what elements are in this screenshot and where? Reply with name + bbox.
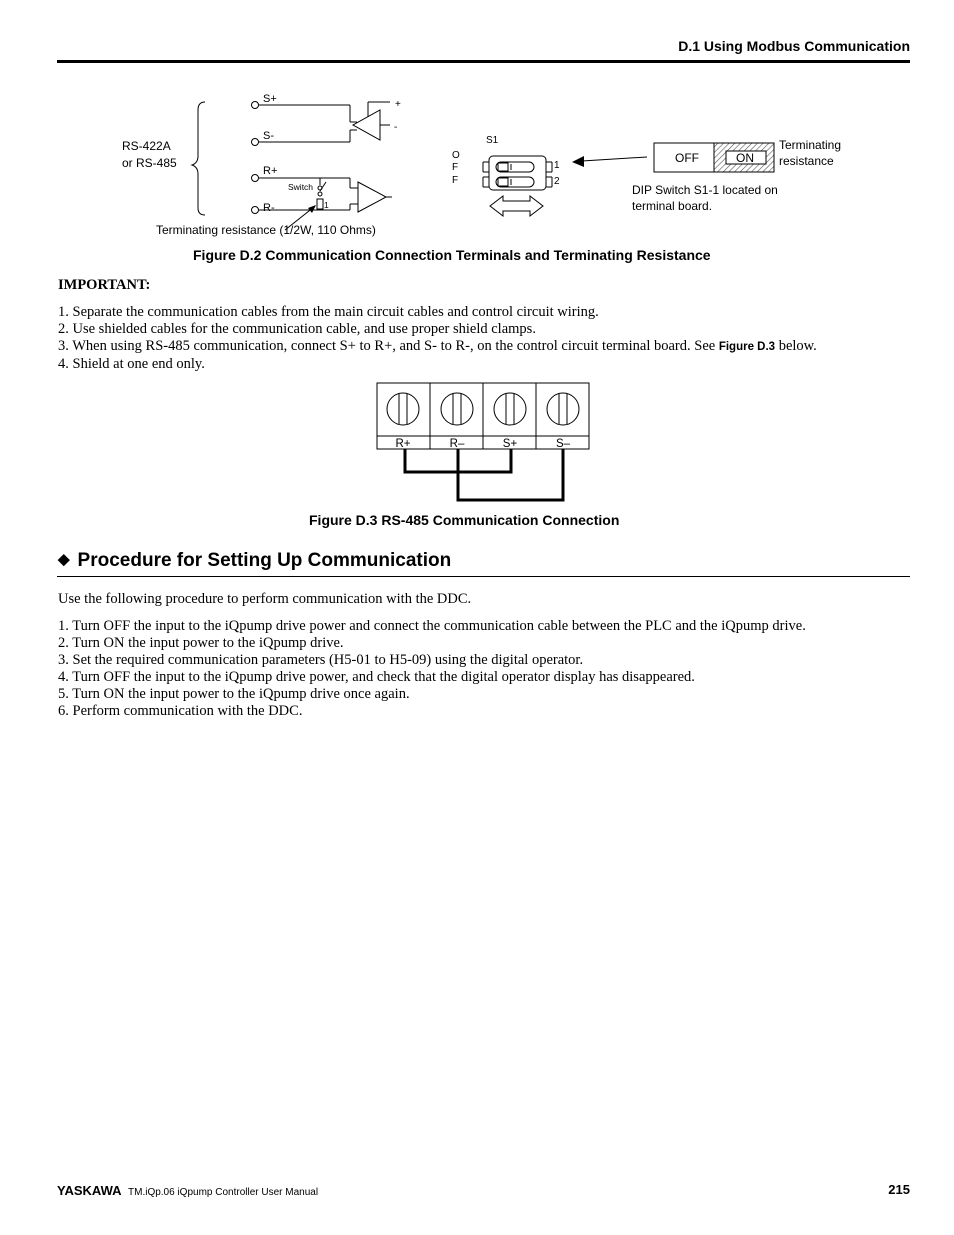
footer <box>57 1182 318 1200</box>
brace-shape <box>192 102 205 215</box>
important-heading: IMPORTANT: <box>58 277 151 293</box>
label-terminating: Terminating <box>779 138 842 152</box>
important-item-3 <box>58 338 817 356</box>
section-rule <box>57 576 910 577</box>
procedure-step-1: 1. Turn OFF the input to the iQpump drive power and connect the communication cable between the PLC and the iQpump drive. <box>58 618 806 634</box>
label-switch-num: 1 <box>324 200 329 210</box>
important-list <box>58 304 817 373</box>
terminal-screw-3 <box>494 393 526 425</box>
label-pos-1: 1 <box>554 160 560 171</box>
figure-d3-reference-link[interactable]: Figure D.3 <box>718 341 776 353</box>
label-off-f2: F <box>452 175 459 186</box>
label-s-minus: S- <box>263 130 274 142</box>
terminal-screw-4 <box>547 393 579 425</box>
label-off-f1: F <box>452 162 459 173</box>
footer-brand: YASKAWA <box>57 1183 122 1198</box>
label-terminating-resistance: Terminating resistance (1/2W, 110 Ohms) <box>156 223 376 237</box>
figure-d3-caption: Figure D.3 RS-485 Communication Connection <box>309 512 620 528</box>
label-dip-located: DIP Switch S1-1 located on <box>632 183 778 197</box>
section-intro: Use the following procedure to perform communication with the DDC. <box>58 591 472 607</box>
header-rule <box>57 60 910 63</box>
procedure-step-6: 6. Perform communication with the DDC. <box>58 703 303 719</box>
label-switch: Switch <box>288 182 314 192</box>
label-r-plus: R+ <box>263 165 278 177</box>
label-terminal-board: terminal board. <box>632 199 713 213</box>
footer-page-number: 215 <box>888 1182 910 1197</box>
label-plus: + <box>395 99 401 110</box>
footer-manual-title: TM.iQp.06 iQpump Controller User Manual <box>128 1187 319 1198</box>
terminal-label-r-minus: R– <box>449 438 465 450</box>
procedure-step-5: 5. Turn ON the input power to the iQpump drive once again. <box>58 686 410 702</box>
procedure-step-2: 2. Turn ON the input power to the iQpump drive. <box>58 635 344 651</box>
procedure-step-4: 4. Turn OFF the input to the iQpump drive power, and check that the digital operator display has disappeared. <box>58 669 695 685</box>
label-on-box: ON <box>736 151 754 165</box>
procedure-step-3: 3. Set the required communication parameters (H5-01 to H5-09) using the digital operator. <box>58 652 584 668</box>
label-s1: S1 <box>486 135 499 146</box>
terminal-screw-1 <box>387 393 419 425</box>
label-resistance: resistance <box>779 154 834 168</box>
important-item-1: 1. Separate the communication cables from the main circuit cables and control circuit wiring. <box>58 304 599 320</box>
section-heading-text: Procedure for Setting Up Communication <box>77 550 452 571</box>
important-item-3-suffix: below. <box>775 338 817 354</box>
terminal-label-s-minus: S– <box>555 438 571 450</box>
figure-d2-diagram <box>0 80 954 245</box>
label-minus: - <box>394 122 398 133</box>
terminal-screw-2 <box>441 393 473 425</box>
procedure-steps <box>58 618 806 720</box>
label-r-minus: R- <box>263 202 275 214</box>
label-rs422a: RS-422A <box>122 139 171 153</box>
important-item-4: 4. Shield at one end only. <box>58 356 205 372</box>
diamond-bullet-icon: ◆ <box>58 551 70 568</box>
label-pos-2: 2 <box>554 176 560 187</box>
important-item-3-text: 3. When using RS-485 communication, connect S+ to R+, and S- to R-, on the control circuit terminal board. See <box>58 338 719 354</box>
label-s-plus: S+ <box>263 93 277 105</box>
figure-d2-caption: Figure D.2 Communication Connection Terminals and Terminating Resistance <box>193 247 711 263</box>
terminal-label-r-plus: R+ <box>395 438 411 450</box>
label-off-box: OFF <box>675 151 699 165</box>
label-rs485: or RS-485 <box>122 156 177 170</box>
label-off-o: O <box>452 150 460 161</box>
page-header-title: D.1 Using Modbus Communication <box>678 38 910 54</box>
terminal-label-s-plus: S+ <box>502 438 518 450</box>
figure-d3-diagram <box>370 378 600 508</box>
section-heading <box>58 550 451 572</box>
important-item-2: 2. Use shielded cables for the communication cable, and use proper shield clamps. <box>58 321 536 337</box>
